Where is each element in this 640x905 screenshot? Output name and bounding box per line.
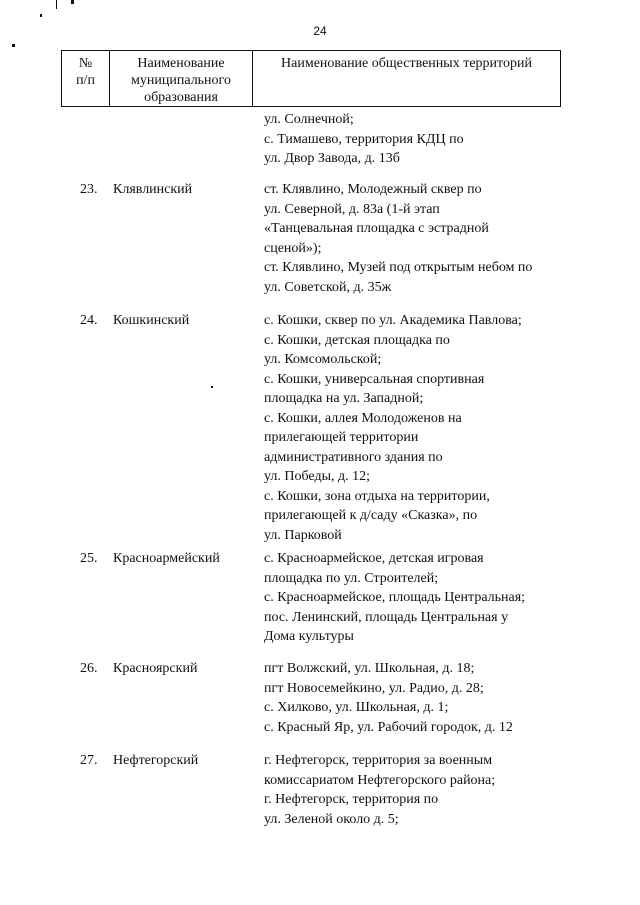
row-number: 27. [80, 753, 98, 768]
row-territories: с. Кошки, сквер по ул. Академика Павлова; с. Кошки, детская площадка по ул. Комсомольской; с. Кошки, универсальная спортивная площадка на ул. Западной; с. Кошки, аллея Молодоженов на прилегающей территории административного здания по ул. Победы, д. 12; с. Кошки, зона отдыха на территории, прилегающей к д/саду «Сказка», по ул. Парковой [264, 313, 522, 543]
row-territories: ул. Солнечной; с. Тимашево, территория КДЦ по ул. Двор Завода, д. 13б [264, 112, 464, 166]
header-col-territories: Наименование общественных территорий [253, 51, 561, 107]
page-number: 24 [313, 24, 327, 38]
table-header [61, 50, 561, 107]
scan-mark [40, 14, 42, 17]
row-municipality: Красноармейский [113, 551, 220, 566]
row-number: 24. [80, 313, 98, 328]
row-territories: ст. Клявлино, Молодежный сквер по ул. Северной, д. 83а (1-й этап «Танцевальная площадка с эстрадной сценой»); ст. Клявлино, Музей под открытым небом по ул. Советской, д. 35ж [264, 182, 533, 295]
row-territories: г. Нефтегорск, территория за военным комиссариатом Нефтегорского района; г. Нефтегорск, территория по ул. Зеленой около д. 5; [264, 753, 496, 827]
row-number: 26. [80, 661, 98, 676]
scan-mark [56, 0, 57, 9]
row-municipality: Кошкинский [113, 313, 190, 328]
row-number: 23. [80, 182, 98, 197]
row-number: 25. [80, 551, 98, 566]
header-col-number: № п/п [62, 51, 110, 107]
row-territories: пгт Волжский, ул. Школьная, д. 18; пгт Новосемейкино, ул. Радио, д. 28; с. Хилково, ул. Школьная, д. 1; с. Красный Яр, ул. Рабочий городок, д. 12 [264, 661, 513, 735]
header-col-municipality: Наименование муниципального образования [110, 51, 253, 107]
row-territories: с. Красноармейское, детская игровая площадка по ул. Строителей; с. Красноармейское, площадь Центральная; пос. Ленинский, площадь Центральная у Дома культуры [264, 551, 526, 644]
scan-mark [211, 386, 213, 388]
scan-mark [12, 44, 15, 47]
row-municipality: Красноярский [113, 661, 198, 676]
row-municipality: Нефтегорский [113, 753, 199, 768]
row-municipality: Клявлинский [113, 182, 193, 197]
scan-mark [71, 0, 74, 4]
